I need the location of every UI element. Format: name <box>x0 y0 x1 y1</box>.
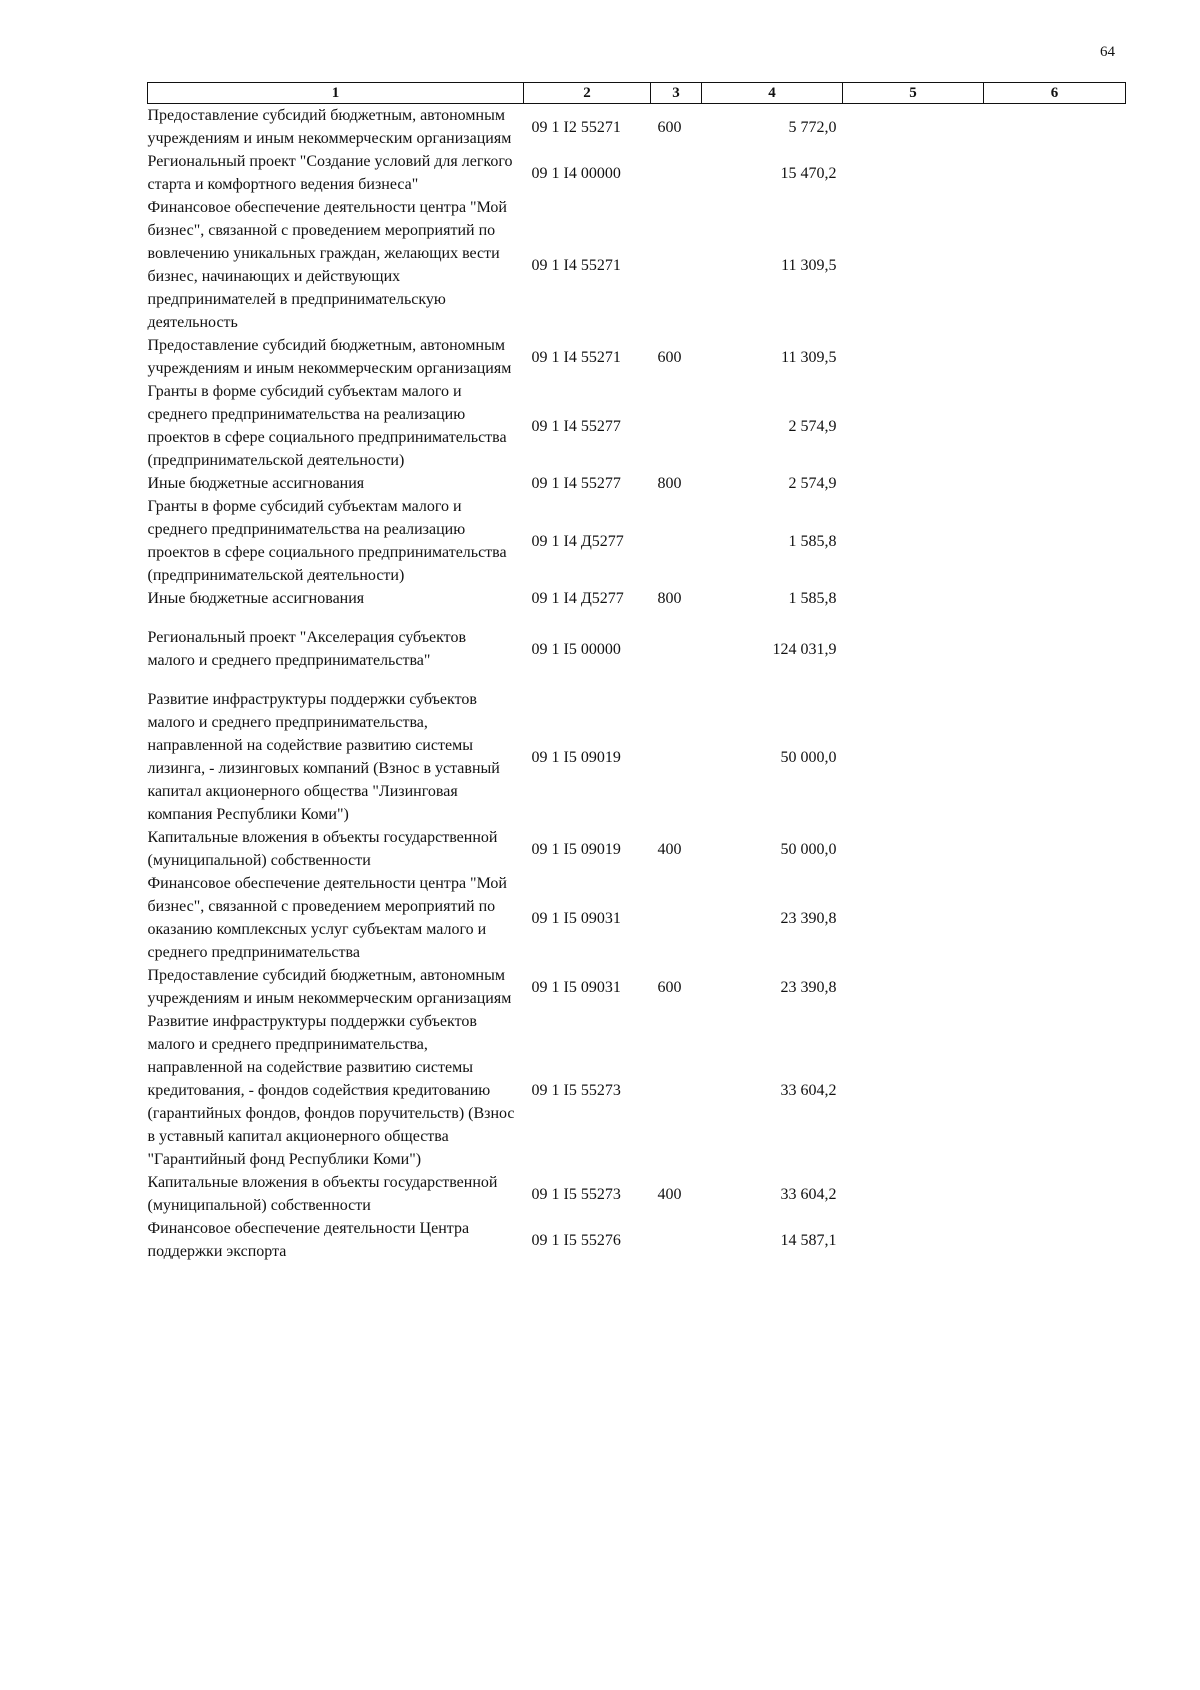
row-name: Гранты в форме субсидий субъектам малого и среднего предпринимательства на реализацию проектов в сфере социального предпринимательства (предпринимательской деятельности) <box>147 383 507 469</box>
row-amount: 2 574,9 <box>788 475 837 492</box>
column-header-2: 2 <box>524 83 651 104</box>
row-expense-type <box>651 610 702 672</box>
table-row <box>148 334 1126 380</box>
row-expense-type: 600 <box>657 348 682 366</box>
column-header-3: 3 <box>651 83 702 104</box>
row-amount: 33 604,2 <box>780 1185 837 1203</box>
row-expense-type: 600 <box>657 978 682 996</box>
row-name: Капитальные вложения в объекты государственной (муниципальной) собственности <box>147 829 498 869</box>
row-expense-type: 800 <box>657 590 682 607</box>
row-col5 <box>843 1217 984 1263</box>
table-header <box>148 83 1126 104</box>
row-name: Предоставление субсидий бюджетным, автономным учреждениям и иным некоммерческим организациям <box>147 107 512 147</box>
row-code: 09 1 I5 55273 <box>531 1082 621 1099</box>
row-amount: 11 309,5 <box>781 348 837 366</box>
row-code: 09 1 I4 55271 <box>531 348 621 366</box>
page-number: 64 <box>1100 44 1115 60</box>
table-row <box>148 964 1126 1010</box>
row-name: Капитальные вложения в объекты государственной (муниципальной) собственности <box>147 1174 498 1214</box>
row-expense-type <box>651 672 702 826</box>
row-expense-type <box>651 1217 702 1263</box>
row-code: 09 1 I5 09019 <box>531 840 621 858</box>
table-row <box>148 587 1126 610</box>
row-code: 09 1 I5 00000 <box>531 640 621 658</box>
row-amount: 50 000,0 <box>780 840 837 858</box>
row-col5 <box>843 150 984 196</box>
row-col5 <box>843 587 984 610</box>
row-expense-type <box>651 872 702 964</box>
table-row <box>148 826 1126 872</box>
header-row <box>148 83 1126 104</box>
row-name: Региональный проект "Создание условий для легкого старта и комфортного ведения бизнеса" <box>147 153 513 193</box>
table-row <box>148 495 1126 587</box>
row-col6 <box>984 826 1126 872</box>
row-expense-type: 800 <box>657 475 682 492</box>
row-amount: 5 772,0 <box>788 118 837 136</box>
row-col5 <box>843 472 984 495</box>
row-code: 09 1 I4 55277 <box>531 475 621 492</box>
row-col5 <box>843 610 984 672</box>
row-amount: 11 309,5 <box>781 256 837 274</box>
row-expense-type: 400 <box>657 1185 682 1203</box>
row-col5 <box>843 334 984 380</box>
row-code: 09 1 I4 00000 <box>531 164 621 182</box>
column-header-5: 5 <box>843 83 984 104</box>
row-code: 09 1 I4 Д5277 <box>531 590 624 607</box>
row-amount: 1 585,8 <box>788 532 837 550</box>
column-header-6: 6 <box>984 83 1126 104</box>
row-expense-type <box>651 1010 702 1171</box>
row-expense-type: 400 <box>657 840 682 858</box>
row-col6 <box>984 964 1126 1010</box>
row-col5 <box>843 826 984 872</box>
row-col5 <box>843 1171 984 1217</box>
table-body <box>148 104 1126 1264</box>
row-code: 09 1 I5 09019 <box>531 748 621 766</box>
row-name: Региональный проект "Акселерация субъектов малого и среднего предпринимательства" <box>147 629 467 669</box>
row-name: Финансовое обеспечение деятельности Центра поддержки экспорта <box>147 1220 470 1260</box>
row-col6 <box>984 196 1126 334</box>
row-col6 <box>984 380 1126 472</box>
row-col5 <box>843 1010 984 1171</box>
row-amount: 124 031,9 <box>772 640 837 658</box>
table-row <box>148 196 1126 334</box>
row-expense-type <box>651 380 702 472</box>
table-row <box>148 472 1126 495</box>
row-name: Иные бюджетные ассигнования <box>147 475 365 492</box>
row-code: 09 1 I2 55271 <box>531 118 621 136</box>
row-name: Развитие инфраструктуры поддержки субъектов малого и среднего предпринимательства, направленной на содействие развитию системы кредитования, - фондов содействия кредитованию (гарантийных фондов, фондов поручительств) (Взнос в уставный капитал акционерного общества "Гарантийный фонд Республики Коми") <box>147 1013 515 1168</box>
table-row <box>148 1171 1126 1217</box>
row-col6 <box>984 104 1126 151</box>
row-amount: 23 390,8 <box>780 978 837 996</box>
row-name: Иные бюджетные ассигнования <box>147 590 365 607</box>
row-name: Развитие инфраструктуры поддержки субъектов малого и среднего предпринимательства, направленной на содействие развитию системы лизинга, - лизинговых компаний (Взнос в уставный капитал акционерного общества "Лизинговая компания Республики Коми") <box>147 691 500 823</box>
row-col6 <box>984 334 1126 380</box>
table-row <box>148 104 1126 151</box>
row-code: 09 1 I5 55276 <box>531 1231 621 1249</box>
row-col6 <box>984 1010 1126 1171</box>
row-name: Финансовое обеспечение деятельности центра "Мой бизнес", связанной с проведением мероприятий по оказанию комплексных услуг субъектам малого и среднего предпринимательства <box>147 875 507 961</box>
row-name: Предоставление субсидий бюджетным, автономным учреждениям и иным некоммерческим организациям <box>147 967 512 1007</box>
table-row <box>148 150 1126 196</box>
row-col5 <box>843 104 984 151</box>
row-amount: 50 000,0 <box>780 748 837 766</box>
row-name: Финансовое обеспечение деятельности центра "Мой бизнес", связанной с проведением мероприятий по вовлечению уникальных граждан, желающих вести бизнес, начинающих и действующих предпринимателей в предпринимательскую деятельность <box>147 199 507 331</box>
row-col5 <box>843 872 984 964</box>
row-code: 09 1 I5 09031 <box>531 909 621 927</box>
row-col6 <box>984 472 1126 495</box>
row-amount: 15 470,2 <box>780 164 837 182</box>
table-row <box>148 380 1126 472</box>
row-col5 <box>843 495 984 587</box>
row-col5 <box>843 964 984 1010</box>
row-col6 <box>984 1171 1126 1217</box>
row-code: 09 1 I5 09031 <box>531 978 621 996</box>
row-amount: 2 574,9 <box>788 417 837 435</box>
table-row <box>148 610 1126 672</box>
row-amount: 23 390,8 <box>780 909 837 927</box>
row-code: 09 1 I4 Д5277 <box>531 532 624 550</box>
row-expense-type <box>651 495 702 587</box>
row-col5 <box>843 672 984 826</box>
row-expense-type <box>651 150 702 196</box>
row-col6 <box>984 1217 1126 1263</box>
budget-table <box>147 82 1126 1263</box>
row-col6 <box>984 872 1126 964</box>
row-code: 09 1 I5 55273 <box>531 1185 621 1203</box>
column-header-4: 4 <box>702 83 843 104</box>
row-col6 <box>984 587 1126 610</box>
row-col5 <box>843 380 984 472</box>
row-expense-type: 600 <box>657 118 682 136</box>
table-row <box>148 672 1126 826</box>
row-code: 09 1 I4 55277 <box>531 417 621 435</box>
row-col6 <box>984 495 1126 587</box>
row-col5 <box>843 196 984 334</box>
row-amount: 14 587,1 <box>780 1231 837 1249</box>
row-amount: 1 585,8 <box>788 590 837 607</box>
table-row <box>148 1217 1126 1263</box>
row-name: Предоставление субсидий бюджетным, автономным учреждениям и иным некоммерческим организациям <box>147 337 512 377</box>
row-amount: 33 604,2 <box>780 1082 837 1099</box>
row-name: Гранты в форме субсидий субъектам малого и среднего предпринимательства на реализацию проектов в сфере социального предпринимательства (предпринимательской деятельности) <box>147 498 507 584</box>
table-row <box>148 872 1126 964</box>
row-col6 <box>984 672 1126 826</box>
row-code: 09 1 I4 55271 <box>531 256 621 274</box>
column-header-1: 1 <box>148 83 524 104</box>
row-col6 <box>984 610 1126 672</box>
table-row <box>148 1010 1126 1171</box>
row-expense-type <box>651 196 702 334</box>
row-col6 <box>984 150 1126 196</box>
